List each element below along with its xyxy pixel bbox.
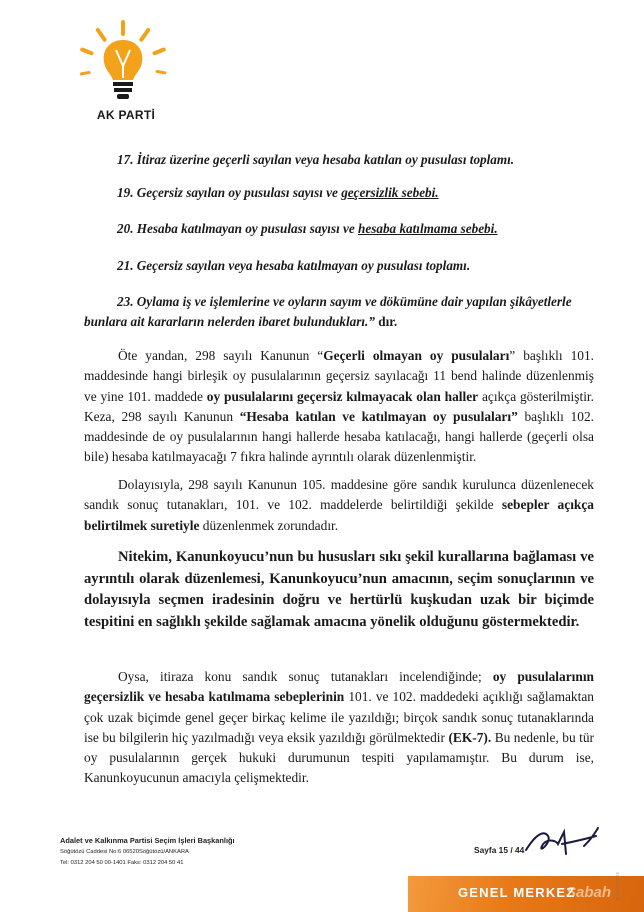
item-number: 17. (117, 152, 134, 167)
watermark-url: sabah.com.tr (614, 872, 620, 901)
item-text: Geçersiz sayılan veya hesaba katılmayan oy pusulası toplamı. (136, 258, 471, 273)
item-text: Hesaba katılmayan oy pusulası sayısı ve (136, 221, 359, 236)
item-text: Oylama iş ve işlemlerine ve oyların sayım ve dökümüne dair yapılan şikâyetlerle bunlara ait kararların nelerden ibaret bulundukları.” (84, 294, 572, 329)
text-run: Öte yandan, 298 sayılı Kanunun “ (118, 348, 324, 363)
item-text: İtiraz üzerine geçerli sayılan veya hesaba katılan oy pusulası toplamı. (136, 152, 515, 167)
text-run: Bu nedenle, bu tür oy pusulalarının gerçek hukuki durumunun tespiti yapılamamıştır. Bu durum ise, Kanunkoyucunun amacıyla çelişmektedir. (84, 729, 594, 786)
item-suffix: dır. (374, 314, 398, 329)
item-number: 21. (117, 258, 134, 273)
text-run: 101. ve 102. maddedeki açıklığı sağlamaktan çok uzak biçimde genel geçer birkaç kelime ile yazıldığı; birçok sandık sonuç tutanaklarında ise bu bilgilerin hiç yazılmadığı veya eksik yazıldığı görülmektedir (84, 689, 594, 745)
footer-bar-label: GENEL MERKEZ (458, 885, 576, 900)
list-item-21 (117, 256, 587, 275)
lightbulb-logo-icon (78, 18, 168, 110)
logo-text: AK PARTİ (96, 108, 156, 122)
ak-parti-logo (78, 18, 168, 130)
footer-org: Adalet ve Kalkınma Partisi Seçim İşleri Başkanlığı (60, 836, 235, 845)
list-item-19 (117, 183, 587, 202)
text-run: ” başlıklı 101. maddesinde hangi birleşik oy pusulalarının geçersiz sayılacağı 11 bend halinde düzenlenmiş ve yine 101. maddede (84, 348, 595, 404)
bold-run: (EK-7). (448, 729, 492, 745)
footer-info (60, 836, 235, 867)
item-number: 20. (117, 221, 134, 236)
footer-phone: Tel: 0312 204 50 00-1401 Faks: 0312 204 50 41 (60, 860, 184, 866)
paragraph-2 (84, 475, 594, 536)
signature-icon (522, 824, 602, 864)
paragraph-3: Nitekim, Kanunkoyucu’nun bu hususları sıkı şekil kurallarına bağlaması ve ayrıntılı olarak düzenlemesi, Kanunkoyucu’nun amacının, seçim sonuçlarının ve dolayısıyla seçmen iradesinin doğru ve hertürlü kuşkudan uzak bir biçimde tespitini en sağlıklı şekilde sağlamak amacına yönelik olduğunu göstermektedir. (84, 549, 594, 630)
watermark-logo: Sabah (566, 884, 612, 901)
text-run: başlıklı 102. maddesinde de oy pusulalarının hangi hallerde hesaba katılacağı, hangi hallerde (geçerli olsa bile) hesaba katılmayacağı 7 fıkra halinde ayrıntılı olarak düzenlenmiştir. (84, 408, 594, 465)
bold-run: sebepler açıkça belirtilmek suretiyle (84, 497, 595, 533)
text-run: düzenlenmek zorundadır. (199, 517, 339, 533)
list-item-23 (84, 292, 594, 332)
text-run: Dolayısıyla, 298 sayılı Kanunun 105. maddesine göre sandık kurulunca düzenlenecek sandık sonuç tutanakları, 101. ve 102. maddelerde belirtildiği şekilde (84, 477, 594, 513)
text-run: Oysa, itiraza konu sandık sonuç tutanakları incelendiğinde; (118, 669, 493, 684)
item-underlined-text: geçersizlik sebebi. (341, 185, 439, 200)
bold-run: oy pusulalarının geçersizlik ve hesaba katılmama sebeplerinin (84, 669, 595, 705)
text-run: açıkça gösterilmiştir. Keza, 298 sayılı Kanunun (84, 388, 594, 424)
page-number: Sayfa 15 / 44 (474, 845, 525, 855)
paragraph-4 (84, 667, 594, 789)
bold-run: “Hesaba katılan ve katılmayan oy pusulaları” (239, 408, 518, 424)
footer-address: Söğütözü Caddesi No:6 06520Söğütözü/ANKARA (60, 849, 189, 855)
item-number: 23. (117, 294, 134, 309)
item-underlined-text: hesaba katılmama sebebi. (358, 221, 498, 236)
list-item-20 (117, 219, 587, 238)
bold-run: oy pusulalarını geçersiz kılmayacak olan haller (206, 388, 479, 404)
item-number: 19. (117, 185, 134, 200)
list-item-17 (117, 150, 587, 169)
item-text: Geçersiz sayılan oy pusulası sayısı ve (136, 185, 342, 200)
paragraph-1 (84, 346, 594, 468)
bold-run: Geçerli olmayan oy pusulaları (323, 348, 510, 363)
